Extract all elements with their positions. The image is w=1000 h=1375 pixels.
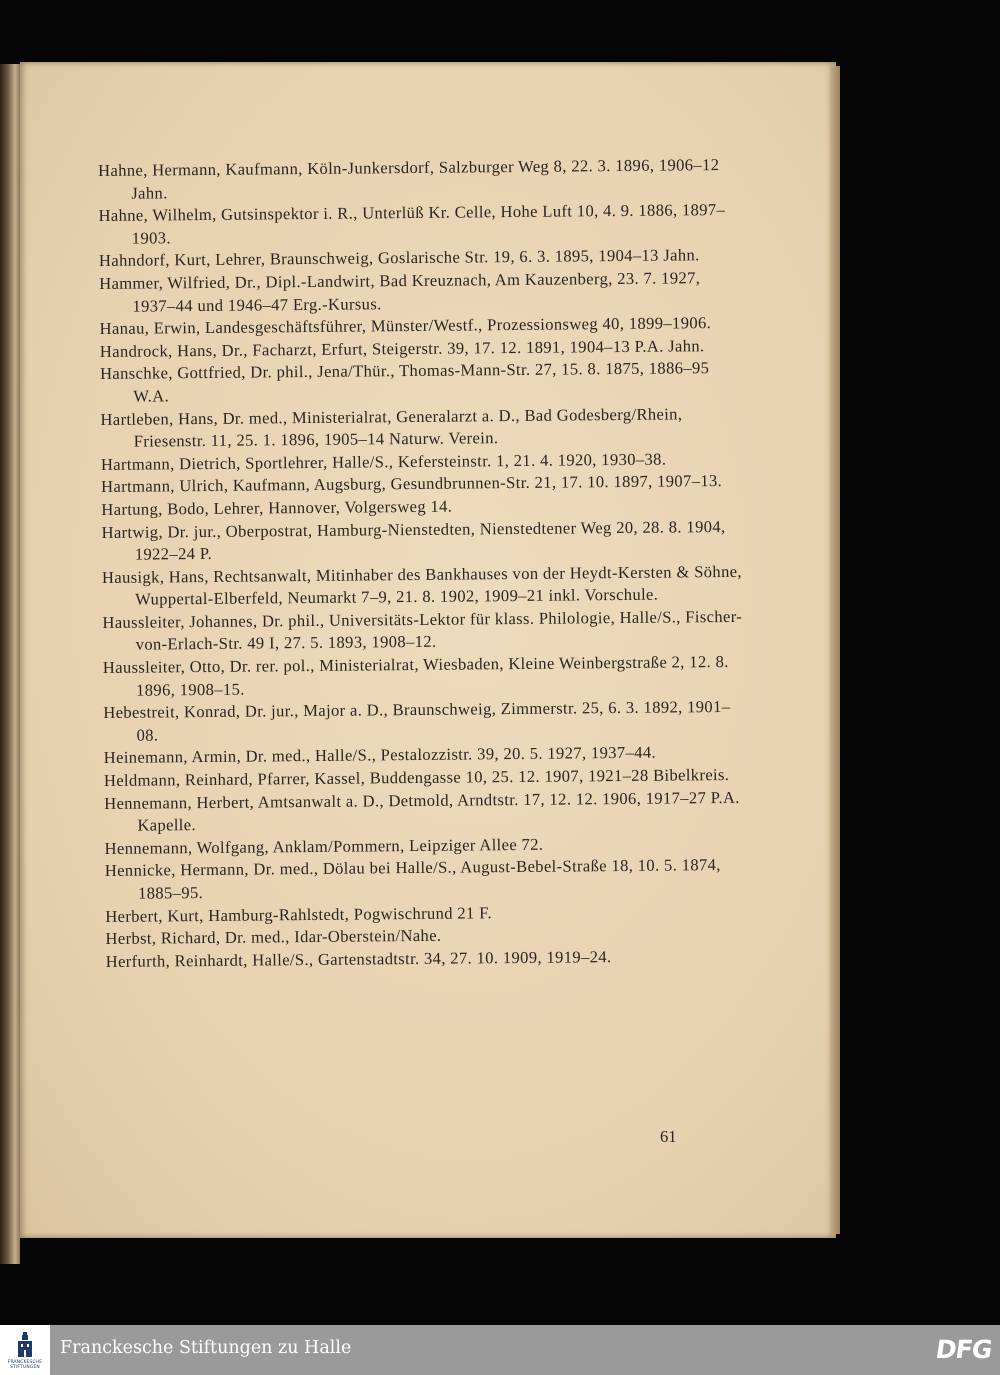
directory-entry: Herbst, Richard, Dr. med., Idar-Oberstein/Nahe. — [105, 925, 442, 949]
directory-entry: Herbert, Kurt, Hamburg-Rahlstedt, Pogwischrund 21 F. — [105, 902, 492, 926]
directory-entry: Hartung, Bodo, Lehrer, Hannover, Volgersweg 14. — [101, 496, 453, 519]
dfg-logo[interactable]: DFG — [933, 1335, 994, 1364]
page-right-edge — [830, 66, 840, 1234]
directory-entry: Heldmann, Reinhard, Pfarrer, Kassel, Buddengasse 10, 25. 12. 1907, 1921–28 Bibelkreis. — [103, 765, 730, 791]
directory-entry: Haussleiter, Johannes, Dr. phil., Universitäts-Lektor für klass. Philologie, Halle/S., Fischer-von-Erlach-Str. 49 I, 27. 5. 1893, 1908–12. — [102, 606, 743, 655]
institution-name[interactable]: Franckesche Stiftungen zu Halle — [60, 1338, 352, 1358]
directory-entry: Hanau, Erwin, Landesgeschäftsführer, Münster/Westf., Prozessionsweg 40, 1899–1906. — [99, 313, 712, 339]
directory-entry: Herfurth, Reinhardt, Halle/S., Gartenstadtstr. 34, 27. 10. 1909, 1919–24. — [105, 946, 612, 971]
directory-entry: Hausigk, Hans, Rechtsanwalt, Mitinhaber des Bankhauses von der Heydt-Kersten & Söhne, Wuppertal-Elberfeld, Neumarkt 7–9, 21. 8. 1902, 1909–21 inkl. Vorschule. — [101, 561, 742, 609]
directory-entry: Hahndorf, Kurt, Lehrer, Braunschweig, Goslarische Str. 19, 6. 3. 1895, 1904–13 Jahn. — [98, 245, 700, 271]
footer-bar — [0, 1325, 1000, 1375]
institution-logo[interactable] — [0, 1325, 50, 1375]
directory-entry: Handrock, Hans, Dr., Facharzt, Erfurt, Steigerstr. 39, 17. 12. 1891, 1904–13 P.A. Jahn. — [99, 335, 705, 361]
directory-entry: Hennemann, Wolfgang, Anklam/Pommern, Leipziger Allee 72. — [104, 834, 544, 858]
page-number: 61 — [660, 1127, 677, 1146]
directory-entry: Hartmann, Dietrich, Sportlehrer, Halle/S., Kefersteinstr. 1, 21. 4. 1920, 1930–38. — [100, 449, 667, 474]
directory-entry: Hartleben, Hans, Dr. med., Ministerialrat, Generalarzt a. D., Bad Godesberg/Rhein, Friesenstr. 11, 25. 1. 1896, 1905–14 Naturw. Verein. — [100, 403, 683, 451]
directory-entry: Hennemann, Herbert, Amtsanwalt a. D., Detmold, Arndtstr. 17, 12. 12. 1906, 1917–27 P.A. Kapelle. — [104, 787, 740, 835]
directory-entry: Hanschke, Gottfried, Dr. phil., Jena/Thür., Thomas-Mann-Str. 27, 15. 8. 1875, 1886–95 W.A. — [99, 358, 710, 406]
directory-entry: Hartmann, Ulrich, Kaufmann, Augsburg, Gesundbrunnen-Str. 21, 17. 10. 1897, 1907–13. — [101, 471, 723, 497]
orphanage-building-icon — [15, 1331, 35, 1359]
directory-entry: Heinemann, Armin, Dr. med., Halle/S., Pestalozzistr. 39, 20. 5. 1927, 1937–44. — [103, 743, 657, 768]
directory-entry: Hahne, Hermann, Kaufmann, Köln-Junkersdorf, Salzburger Weg 8, 22. 3. 1896, 1906–12 Jahn. — [98, 155, 720, 203]
left-page-edge — [0, 64, 20, 1264]
directory-entry: Haussleiter, Otto, Dr. rer. pol., Ministerialrat, Wiesbaden, Kleine Weinbergstraße 2, 12. 8. 1896, 1908–15. — [102, 652, 729, 700]
directory-entry: Hahne, Wilhelm, Gutsinspektor i. R., Unterlüß Kr. Celle, Hohe Luft 10, 4. 9. 1886, 1897–1903. — [98, 200, 726, 248]
directory-entry: Hebestreit, Konrad, Dr. jur., Major a. D., Braunschweig, Zimmerstr. 25, 6. 3. 1892, 1901–08. — [103, 697, 731, 745]
directory-entries — [98, 154, 746, 973]
logo-caption: FRANCKESCHE STIFTUNGEN — [7, 1360, 43, 1370]
directory-entry: Hartwig, Dr. jur., Oberpostrat, Hamburg-Nienstedten, Nienstedtener Weg 20, 28. 8. 1904, 1922–24 P. — [101, 516, 726, 564]
directory-entry: Hennicke, Hermann, Dr. med., Dölau bei Halle/S., August-Bebel-Straße 18, 10. 5. 1874, 1885–95. — [104, 855, 721, 903]
directory-entry: Hammer, Wilfried, Dr., Dipl.-Landwirt, Bad Kreuznach, Am Kauzenberg, 23. 7. 1927, 1937–44 und 1946–47 Erg.-Kursus. — [99, 268, 701, 316]
